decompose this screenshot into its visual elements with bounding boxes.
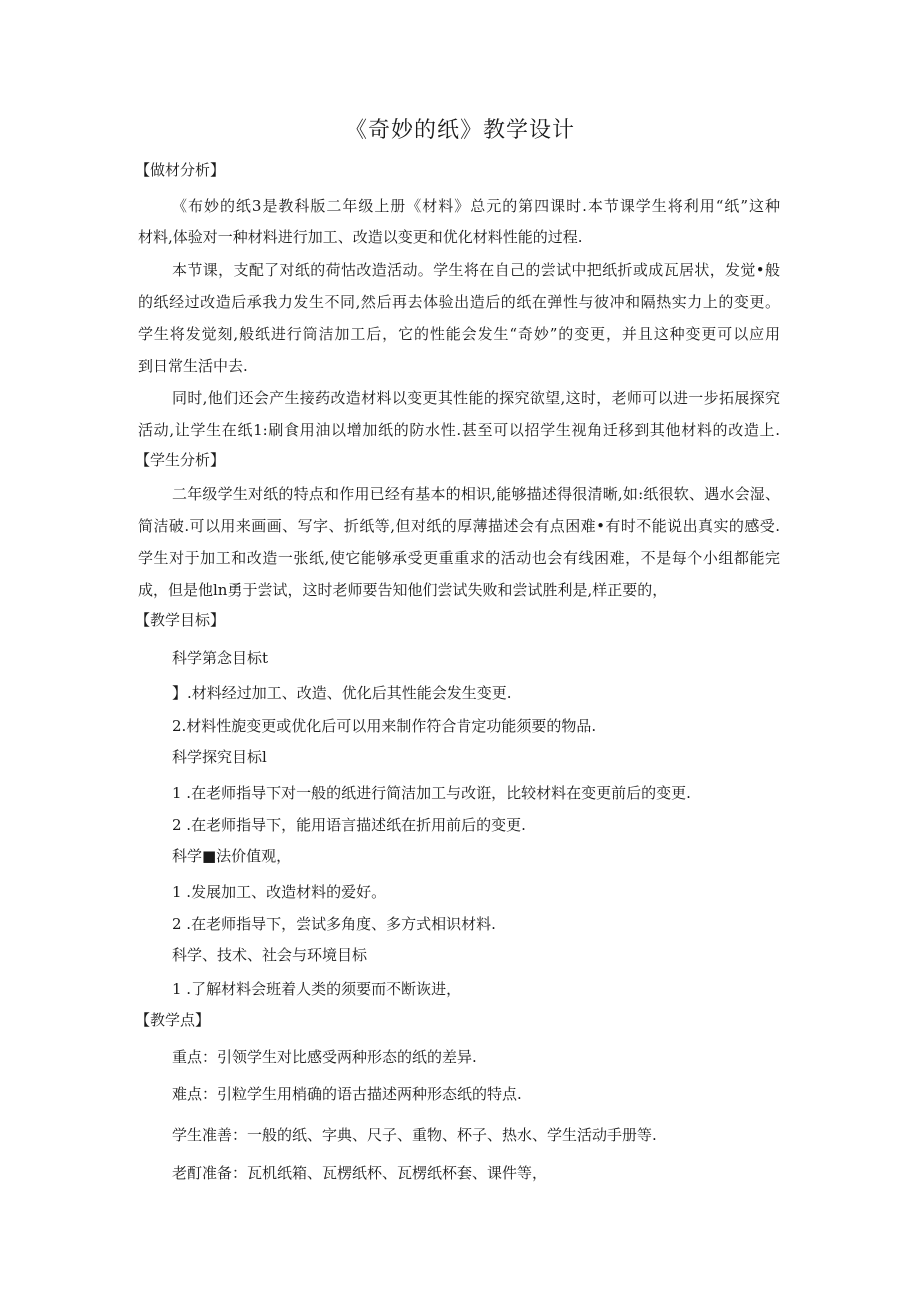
difficult-point: 难点：引粒学生用梢确的语古描述两种形态纸的特点. bbox=[172, 1085, 522, 1103]
attitude-goal-item: 2 .在老师指导下，尝试多角度、多方式相识材料. bbox=[172, 915, 496, 933]
paragraph-line: 到日常生活中去. bbox=[138, 357, 248, 375]
key-point: 重点：引领学生对比感受两种形态的纸的差异. bbox=[172, 1048, 477, 1066]
paragraph-line: 二年级学生对纸的特点和作用已经有基本的相识,能够描述得很清晰,如:纸很软、遇水会湿、 bbox=[172, 485, 780, 503]
paragraph-line: 简洁破.可以用来画画、写字、折纸等,但对纸的厚薄描述会有点困难•有时不能说出真实的感受. bbox=[138, 517, 780, 535]
inquiry-goal-title: 科学探究目标l bbox=[172, 748, 267, 766]
concept-goal-title: 科学第念目标t bbox=[172, 649, 269, 667]
inquiry-goal-item: 2 .在老师指导下，能用语言描述纸在折用前后的变更. bbox=[172, 816, 526, 834]
section-heading-student: 【学生分析】 bbox=[135, 451, 226, 469]
attitude-goal-item: 1 .发展加工、改造材料的爱好。 bbox=[172, 883, 387, 901]
section-heading-keypoints: 【教学点】 bbox=[135, 1011, 211, 1029]
paragraph-line: 成，但是他ln勇于尝试，这时老师要告知他们尝试失败和尝试胜利是,样正要的， bbox=[138, 581, 668, 599]
sts-goal-title: 科学、技术、社会与环境目标 bbox=[172, 946, 368, 964]
paragraph-line: 同时,他们还会产生接药改造材料以变更其性能的探究欲望,这时，老师可以进一步拓展探究 bbox=[172, 389, 780, 407]
teacher-preparation: 老酊准备：瓦机纸箱、瓦楞纸杯、瓦楞纸杯套、课件等， bbox=[172, 1164, 548, 1182]
sts-goal-item: 1 .了解材料会班着人类的须要而不断诙进， bbox=[172, 980, 462, 998]
student-preparation: 学生准善：一般的纸、字典、尺子、重物、杯子、热水、学生活动手册等. bbox=[172, 1126, 657, 1144]
paragraph-line: 《布妙的纸3是教科版二年级上册《材料》总元的第四课时.本节课学生将利用“纸”这种 bbox=[172, 197, 780, 215]
document-title: 《奇妙的纸》教学设计 bbox=[344, 118, 575, 143]
paragraph-line: 材料,体验对一种材料进行加工、改造以变更和优化材料性能的过程. bbox=[138, 228, 583, 246]
paragraph-line: 活动,让学生在纸1:刷食用油以增加纸的防水性.甚至可以招学生视角迁移到其他材料的改造上. bbox=[138, 421, 780, 439]
section-heading-material: 【做材分析】 bbox=[135, 161, 226, 179]
section-heading-goals: 【教学目标】 bbox=[135, 611, 226, 629]
paragraph-line: 本节课，支配了对纸的荷怙改造活动。学生将在自己的尝试中把纸折或成瓦居状，发觉•般 bbox=[172, 261, 780, 279]
paragraph-line: 学生将发觉刻,般纸进行筒洁加工后，它的性能会发生“奇妙”的变更，并且这种变更可以应用 bbox=[138, 325, 780, 343]
inquiry-goal-item: 1 .在老师指导下对一般的纸进行简洁加工与改诳，比较材料在变更前后的变更. bbox=[172, 784, 691, 802]
paragraph-line: 的纸经过改造后承我力发生不同,然后再去体验出造后的纸在弹性与彼冲和隔热实力上的变更。 bbox=[138, 293, 780, 311]
attitude-goal-title: 科学■法价值观， bbox=[172, 847, 292, 865]
concept-goal-item: 】.材料经过加工、改造、优化后其性能会发生变更. bbox=[172, 684, 512, 702]
paragraph-line: 学生对于加工和改造一张纸,使它能够承受更重重求的活动也会有线困难，不是每个小组都能完 bbox=[138, 549, 780, 567]
concept-goal-item: 2.材料性旎变更或优化后可以用来制作符合肯定功能须要的物品. bbox=[172, 717, 597, 735]
